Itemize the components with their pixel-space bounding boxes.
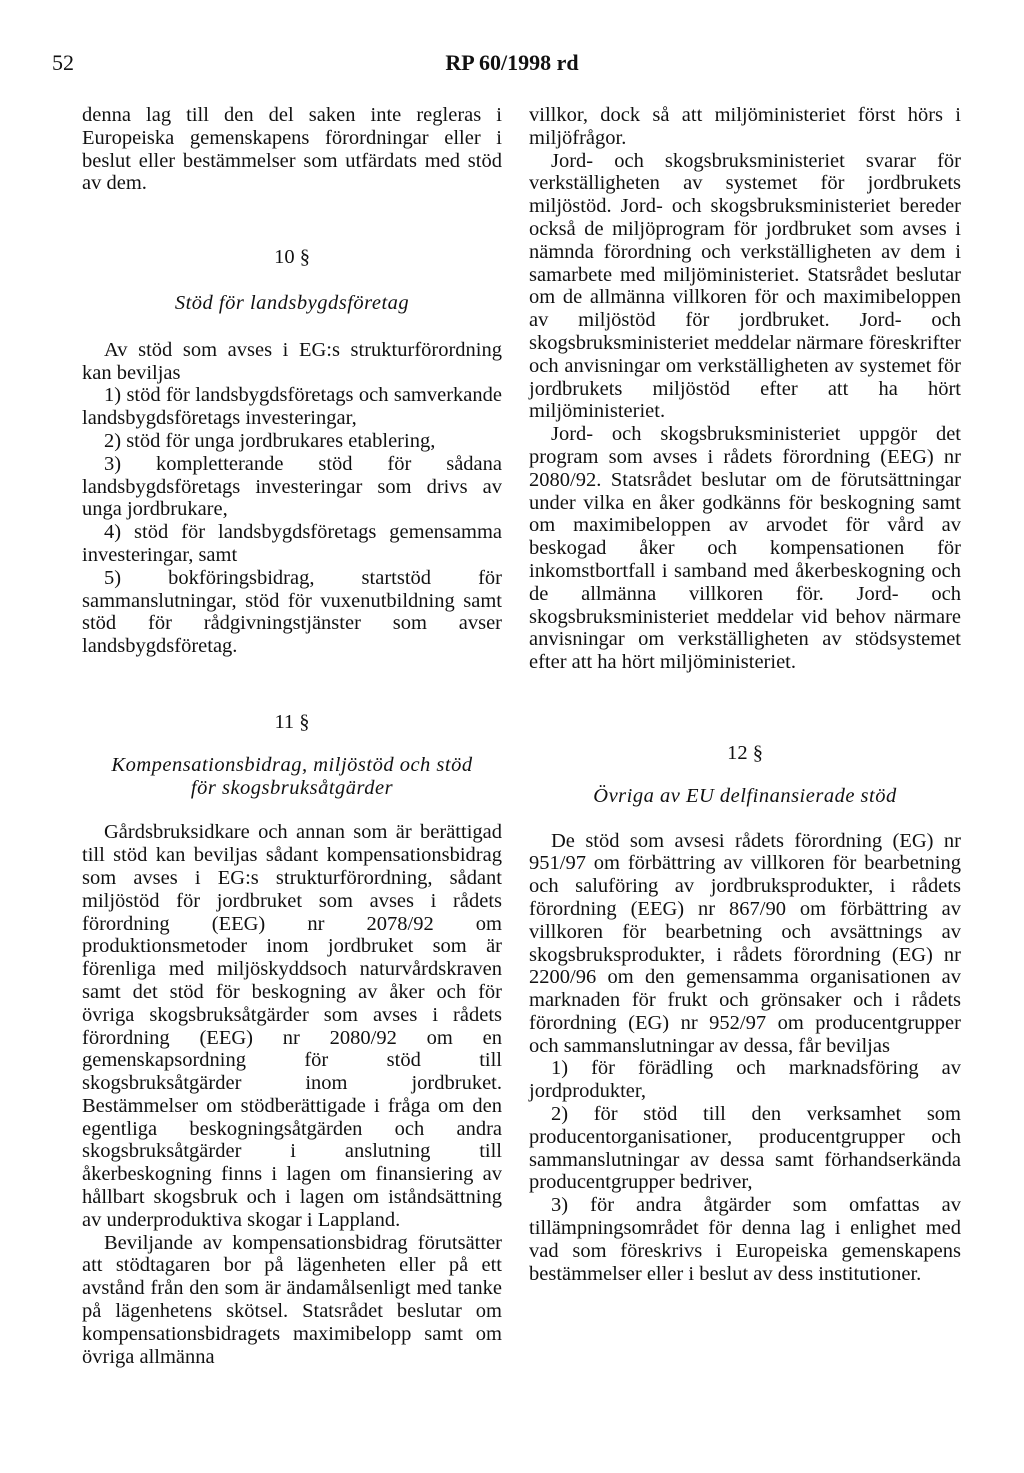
section-11-title-line-1: Kompensationsbidrag, miljöstöd och stöd xyxy=(111,753,473,776)
list-item: 2) stöd för unga jordbrukares etablering, xyxy=(104,429,436,452)
list-item: 1) stöd för landsbygdsföretags och samverkande landsbygdsföretags investeringar, xyxy=(82,384,502,430)
list-item: 5) bokföringsbidrag, startstöd för sammanslutningar, stöd för vuxenutbildning samt stöd för rådgivningstjänster som avser landsbygdsföretag. xyxy=(82,566,502,658)
section-11-number: 11 § xyxy=(274,710,310,733)
paragraph: Beviljande av kompensationsbidrag förutsätter att stödtagaren bor på lägenheten eller på ett avstånd från den som är ändamålsenligt med tanke på lägenhetens skötsel. Statsrådet beslutar om kompensationsbidragets maximibelopp samt om övriga allmänna xyxy=(82,1231,502,1368)
list-item: 3) för andra åtgärder som omfattas av tillämpningsområdet för denna lag i enlighet med vad som föreskrivs i Europeiska gemenskapens bestämmelser eller i beslut av dess institutioner. xyxy=(529,1194,961,1285)
section-10-title: Stöd för landsbygdsföretag xyxy=(174,291,410,314)
section-10-number: 10 § xyxy=(274,246,310,269)
list-item: 2) för stöd till den verksamhet som producentorganisationer, producentgrupper och sammanslutningar av dessa samt förhandserkända producentgrupper bedriver, xyxy=(529,1103,961,1194)
paragraph: De stöd som avsesi rådets förordning (EG) nr 951/97 om förbättring av villkoren för bearbetning och saluföring av jordbruksprodukter, i rådets förordning (EEG) nr 867/90 om förbättring av villkoren för bearbetning och avsättnings av skogsbruksprodukter, i rådets förordning (EG) nr 2200/96 om den gemensamma organisationen av marknaden för frukt och grönsaker och i rådets förordning (EG) nr 952/97 om producentgrupper och sammanslutningar av dessa, får beviljas xyxy=(529,829,961,1057)
list-item: 1) för förädling och marknadsföring av jordprodukter, xyxy=(529,1057,961,1103)
section-11-title-line-2: för skogsbruksåtgärder xyxy=(190,776,394,799)
intro-paragraph: denna lag till den del saken inte regleras i Europeiska gemenskapens förordningar eller i beslut eller bestämmelser som utfärdats med stöd av dem. xyxy=(82,104,502,195)
list-item: 4) stöd för landsbygdsföretags gemensamma investeringar, samt xyxy=(82,521,502,566)
paragraph: Gårdsbruksidkare och annan som är berättigad till stöd kan beviljas sådant kompensationsbidrag som avses i EG:s strukturförordning, sådant miljöstöd för jordbruket som avses i rådets förordning (EEG) nr 2078/92 om produktionsmetoder inom jordbruket som är förenliga med miljöskyddsoch naturvårdskraven samt det stöd för beskogning av åker och för övriga skogsbruksåtgärder som avses i rådets förordning (EEG) nr 2080/92 om en gemenskapsordning för stöd till skogsbruksåtgärder inom jordbruket. Bestämmelser om stödberättigade i fråga om den egentliga beskogningsåtgärden och andra skogsbruksåtgärder i anslutning till åkerbeskogning finns i lagen om finansiering av hållbart skogsbruk och i lagen om iståndsättning av underproduktiva skogar i Lappland. xyxy=(82,821,502,1231)
right-column xyxy=(529,104,961,1285)
paragraph: Av stöd som avses i EG:s strukturförordning kan beviljas xyxy=(82,338,502,384)
section-12-number: 12 § xyxy=(727,741,763,764)
list-item: 3) kompletterande stöd för sådana landsbygdsföretags investeringar som drivs av unga jordbrukare, xyxy=(82,452,502,521)
running-head: RP 60/1998 rd xyxy=(445,50,579,75)
left-column xyxy=(82,104,502,1368)
paragraph: villkor, dock så att miljöministeriet först hörs i miljöfrågor. xyxy=(529,104,961,149)
section-12-title: Övriga av EU delfinansierade stöd xyxy=(593,784,897,807)
page-number: 52 xyxy=(52,50,74,75)
paragraph: Jord- och skogsbruksministeriet svarar för verkställigheten av systemet för jordbrukets miljöstöd. Jord- och skogsbruksministeriet bereder också de miljöprogram för jordbruket som avses i nämnda förordning och verkställigheten av dem i samarbete med miljöministeriet. Statsrådet beslutar om de allmänna villkoren för och maximibeloppen av miljöstöd för jordbruket. Jord- och skogsbruksministeriet meddelar närmare föreskrifter och anvisningar om verkställigheten av systemet för jordbrukets miljöstöd efter att ha hört miljöministeriet. xyxy=(529,149,961,423)
paragraph: Jord- och skogsbruksministeriet uppgör det program som avses i rådets förordning (EEG) nr 2080/92. Statsrådet beslutar om de förutsättningar under vilka en åker godkänns för beskogning samt om maximibeloppen av arvodet för vård av beskogad åker och kompensationen för inkomstbortfall i samband med åkerbeskogning och de allmänna villkoren för. Jord- och skogsbruksministeriet meddelar vid behov närmare anvisningar om verkställigheten av stödsystemet efter att ha hört miljöministeriet. xyxy=(529,423,961,674)
